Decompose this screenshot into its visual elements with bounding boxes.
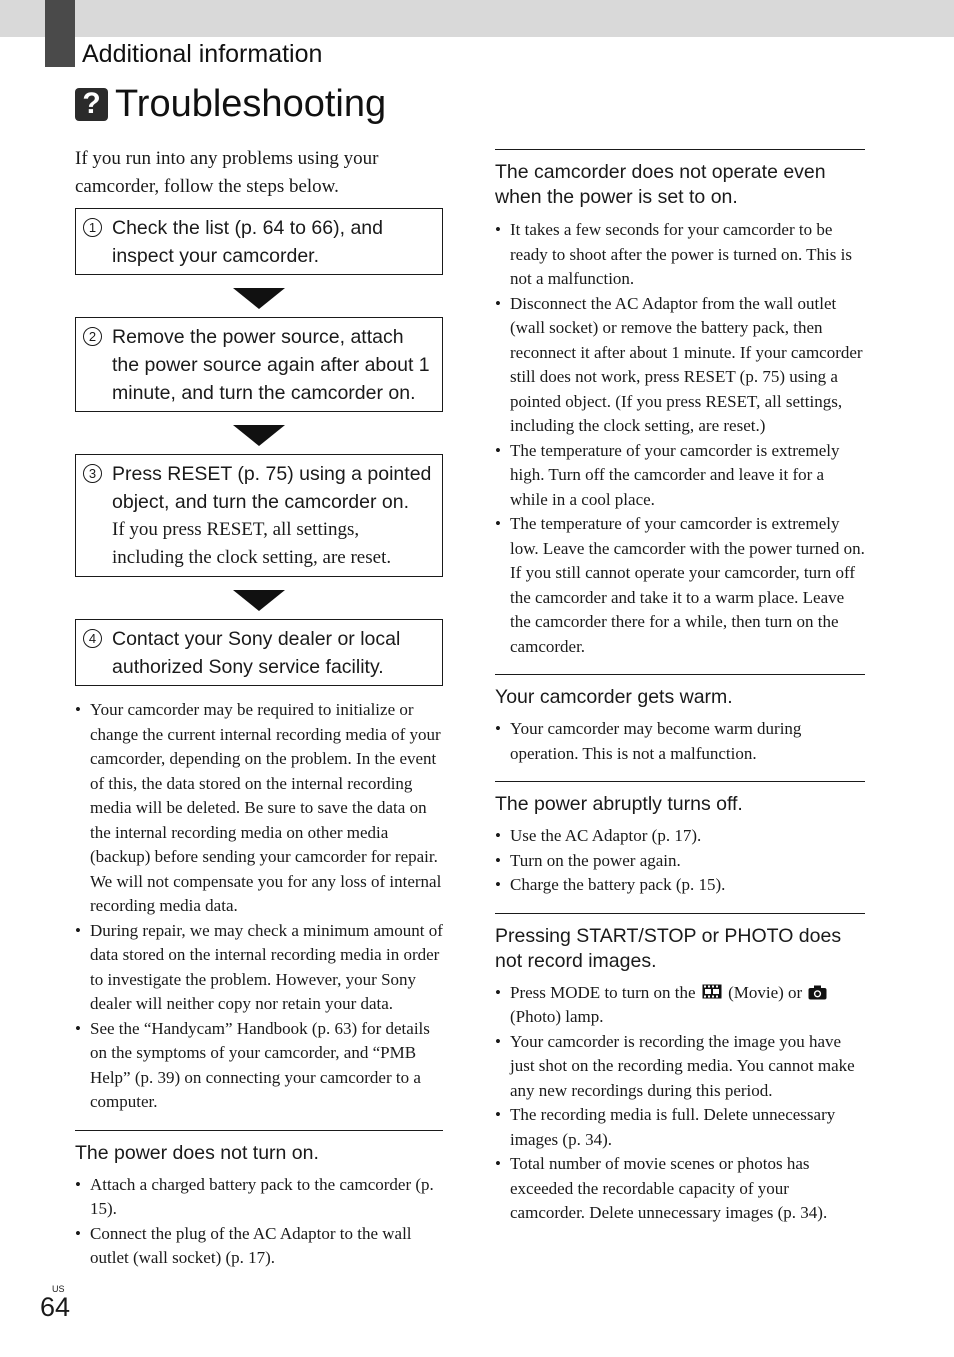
step-text: Contact your Sony dealer or local authorized Sony service facility.	[112, 628, 401, 678]
header-band	[0, 0, 954, 37]
list-item: • Charge the battery pack (p. 15).	[495, 873, 865, 898]
title-row	[75, 82, 386, 126]
list-item: • Connect the plug of the AC Adaptor to the wall outlet (wall socket) (p. 17).	[75, 1222, 443, 1271]
question-mark-icon: ?	[75, 88, 108, 121]
list-item: • During repair, we may check a minimum amount of data stored on the internal recording media in order to investigate the problem. However, your Sony dealer will neither copy nor retain your data.	[75, 919, 443, 1017]
down-arrow-icon	[233, 425, 285, 446]
step-number: 2	[83, 327, 102, 346]
list-item: • Use the AC Adaptor (p. 17).	[495, 824, 865, 849]
list-item: • Your camcorder may become warm during operation. This is not a malfunction.	[495, 717, 865, 766]
intro-text: If you run into any problems using your camcorder, follow the steps below.	[75, 148, 379, 197]
page-number: 64	[40, 1292, 71, 1322]
section-list	[495, 824, 865, 898]
list-item: • The temperature of your camcorder is extremely low. Leave the camcorder with the power turned on. If you still cannot operate your camcorder, turn off the camcorder and take it to a warm place. Leave the camcorder there for a while, then turn on the camcorder.	[495, 512, 865, 659]
section-heading: Your camcorder gets warm.	[495, 686, 733, 708]
page-title: Troubleshooting	[115, 82, 387, 125]
section-heading: The power abruptly turns off.	[495, 793, 743, 815]
step-box-1	[75, 208, 443, 275]
down-arrow-icon	[233, 288, 285, 309]
list-item: • Turn on the power again.	[495, 849, 865, 874]
step-text: Press RESET (p. 75) using a pointed object, and turn the camcorder on.	[112, 463, 432, 513]
section-divider	[75, 1130, 443, 1131]
mode-text: Press MODE to turn on the	[510, 982, 696, 1002]
step-box-2	[75, 317, 443, 412]
left-column	[75, 145, 443, 1271]
section-heading: The power does not turn on.	[75, 1141, 319, 1164]
section-heading: The camcorder does not operate even when the power is set to on.	[495, 161, 826, 208]
list-item: • Total number of movie scenes or photos has exceeded the recordable capacity of your camcorder. Delete unnecessary images (p. 34).	[495, 1152, 865, 1226]
section-list	[495, 981, 865, 1226]
section-list	[495, 218, 865, 659]
movie-label: (Movie) or	[728, 982, 803, 1002]
step-number: 4	[83, 629, 102, 648]
camera-icon	[808, 985, 827, 1000]
step-text: Remove the power source, attach the power source again after about 1 minute, and turn the camcorder on.	[112, 326, 430, 404]
section-divider	[495, 149, 865, 150]
step-box-4	[75, 619, 443, 686]
right-column	[495, 149, 865, 1226]
list-item: • Disconnect the AC Adaptor from the wall outlet (wall socket) or remove the battery pack, then reconnect it after about 1 minute. If your camcorder still does not work, press RESET (p. 75) using a pointed object. (If you press RESET, all settings, including the clock setting, are reset.)	[495, 292, 865, 439]
list-item: • Your camcorder may be required to initialize or change the current internal recording media of your camcorder, depending on the problem. In the event of this, the data stored on the internal recording media will be deleted. Be sure to save the data on the internal recording media on other media (backup) before sending your camcorder for repair. We will not compensate you for any loss of internal recording media data.	[75, 698, 443, 919]
section-divider	[495, 913, 865, 914]
section-list	[75, 1173, 443, 1271]
list-item: • See the “Handycam” Handbook (p. 63) for details on the symptoms of your camcorder, and “PMB Help” (p. 39) on connecting your camcorder to a computer.	[75, 1017, 443, 1115]
list-item: • It takes a few seconds for your camcorder to be ready to shoot after the power is turned on. This is not a malfunction.	[495, 218, 865, 292]
list-item: • The temperature of your camcorder is extremely high. Turn off the camcorder and leave it for a while in a cool place.	[495, 439, 865, 513]
notes-list	[75, 698, 443, 1115]
list-item	[495, 981, 865, 1030]
section-label: Additional information	[82, 40, 323, 68]
list-item: • The recording media is full. Delete unnecessary images (p. 34).	[495, 1103, 865, 1152]
film-icon	[702, 984, 722, 999]
step-box-3	[75, 454, 443, 577]
section-divider	[495, 781, 865, 782]
step-number: 1	[83, 218, 102, 237]
section-divider	[495, 674, 865, 675]
list-item: • Your camcorder is recording the image you have just shot on the recording media. You cannot make any new recordings during this period.	[495, 1030, 865, 1104]
section-tab	[45, 0, 75, 67]
section-heading: Pressing START/STOP or PHOTO does not record images.	[495, 924, 842, 972]
list-item: • Attach a charged battery pack to the camcorder (p. 15).	[75, 1173, 443, 1222]
photo-label: (Photo) lamp.	[510, 1007, 604, 1026]
step-subtext: If you press RESET, all settings, including the clock setting, are reset.	[112, 519, 392, 568]
page-region: US	[52, 1284, 65, 1294]
step-text: Check the list (p. 64 to 66), and inspect your camcorder.	[112, 217, 383, 267]
section-list	[495, 717, 865, 766]
down-arrow-icon	[233, 590, 285, 611]
step-number: 3	[83, 464, 102, 483]
